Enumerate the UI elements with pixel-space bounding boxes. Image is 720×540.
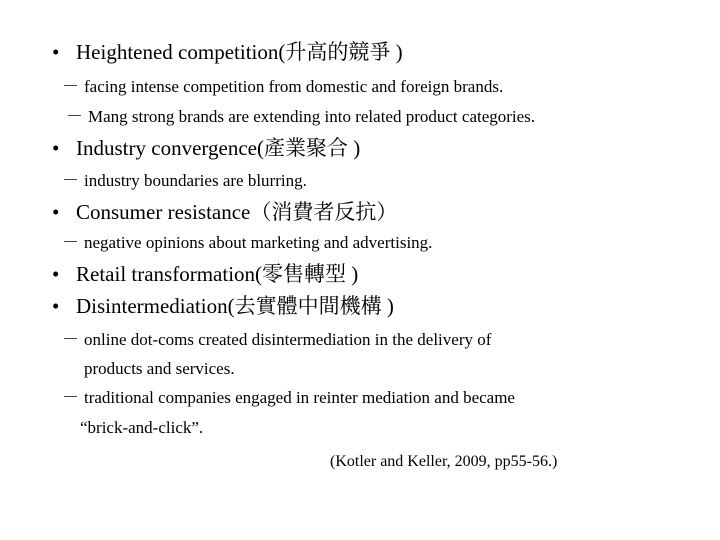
bullet-heading: Disintermediation(去實體中間機構 ): [76, 294, 394, 318]
bullet-heightened-competition: [52, 40, 403, 64]
bullet-icon: •: [52, 294, 60, 318]
bullet-heading: Industry convergence(產業聚合 ): [76, 136, 361, 160]
dash-icon: －: [62, 388, 79, 407]
dash-icon: －: [66, 107, 83, 126]
sub-point: [62, 233, 432, 253]
sub-point: [66, 107, 535, 127]
bullet-icon: •: [52, 136, 60, 160]
sub-point-continuation: “brick-and-click”.: [80, 418, 204, 437]
sub-point: [62, 171, 307, 191]
sub-point: [62, 77, 503, 97]
bullet-heading: Heightened competition(升高的競爭 ): [76, 40, 403, 64]
sub-point-text: traditional companies engaged in reinter mediation and became: [84, 388, 515, 407]
dash-icon: －: [62, 171, 79, 190]
sub-point-continuation: products and services.: [84, 359, 235, 378]
bullet-consumer-resistance: [52, 200, 397, 224]
bullet-icon: •: [52, 40, 60, 64]
sub-point-text: Mang strong brands are extending into related product categories.: [88, 107, 536, 126]
bullet-heading: Consumer resistance（消費者反抗）: [76, 200, 398, 224]
bullet-icon: •: [52, 262, 60, 286]
bullet-heading: Retail transformation(零售轉型 ): [76, 262, 359, 286]
sub-point: [62, 330, 491, 350]
dash-icon: －: [62, 233, 79, 252]
sub-point-text: online dot-coms created disintermediation in the delivery of: [84, 330, 492, 349]
dash-icon: －: [62, 330, 79, 349]
sub-point-text: facing intense competition from domestic and foreign brands.: [84, 77, 504, 96]
sub-point: [62, 388, 515, 408]
sub-point-text: industry boundaries are blurring.: [84, 171, 307, 190]
dash-icon: －: [62, 77, 79, 96]
sub-point-text: negative opinions about marketing and advertising.: [84, 233, 433, 252]
citation: (Kotler and Keller, 2009, pp55-56.): [330, 453, 558, 470]
bullet-icon: •: [52, 200, 60, 224]
bullet-retail-transformation: [52, 262, 358, 286]
bullet-industry-convergence: [52, 136, 360, 160]
bullet-disintermediation: [52, 294, 394, 318]
